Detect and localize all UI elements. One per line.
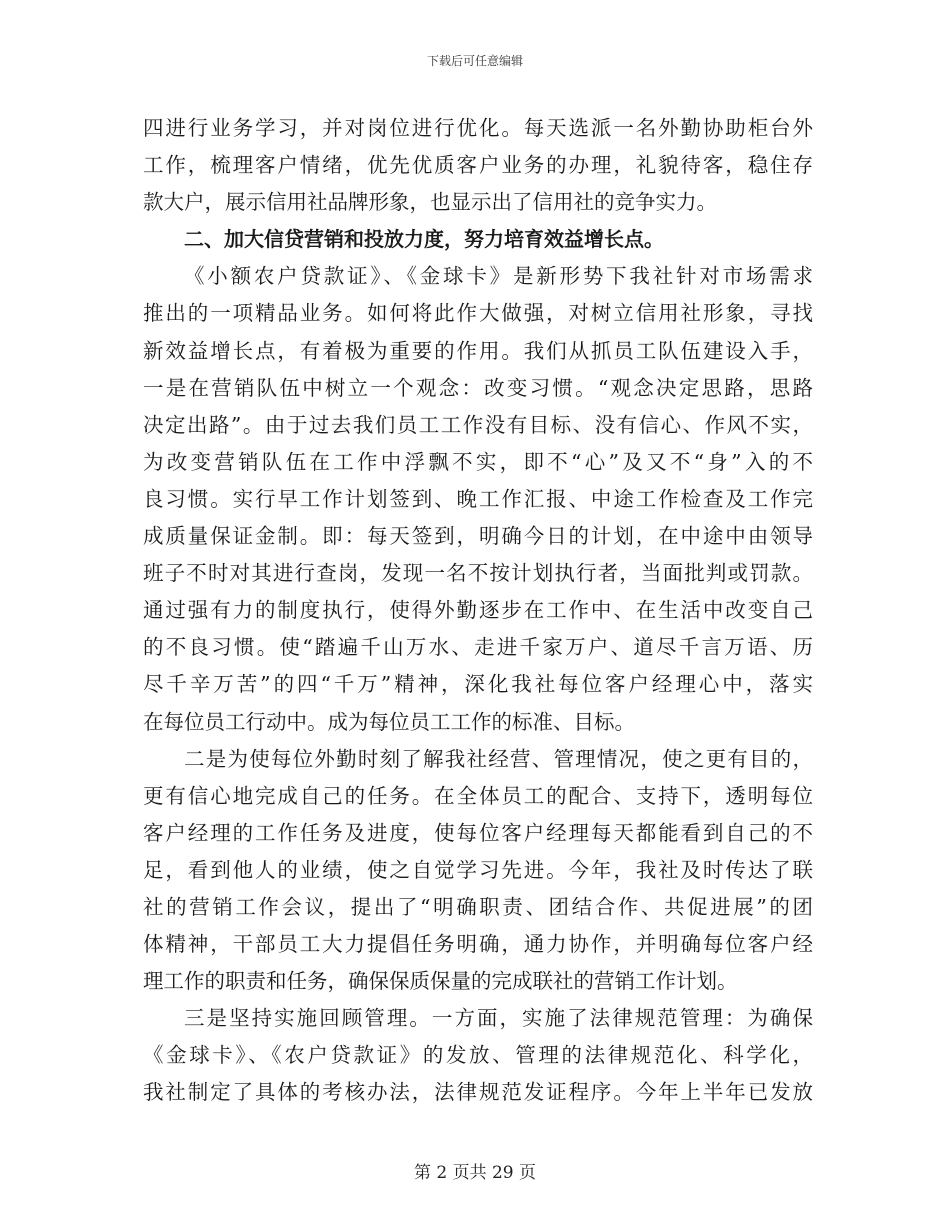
- text-line: 一是在营销队伍中树立一个观念：改变习惯。“观念决定思路，思路: [143, 375, 813, 400]
- document-body: [143, 110, 813, 1112]
- text-line: 体精神，干部员工大力提倡任务明确，通力协作，并明确每位客户经: [143, 932, 813, 957]
- page-number-footer: 第 2 页共 29 页: [413, 1163, 537, 1183]
- text-line: 的不良习惯。使“踏遍千山万水、走进千家万户、道尽千言万语、历: [143, 635, 813, 660]
- text-line: 我社制定了具体的考核办法，法律规范发证程序。今年上半年已发放: [143, 1080, 813, 1105]
- text-line: 良习惯。实行早工作计划签到、晚工作汇报、中途工作检查及工作完: [143, 486, 813, 511]
- text-line: 社的营销工作会议，提出了“明确职责、团结合作、共促进展”的团: [143, 894, 813, 919]
- text-line: 足，看到他人的业绩，使之自觉学习先进。今年，我社及时传达了联: [143, 857, 813, 882]
- text-line: 客户经理的工作任务及进度，使每位客户经理每天都能看到自己的不: [143, 820, 813, 845]
- text-line: 《小额农户贷款证》、《金球卡》是新形势下我社针对市场需求: [184, 264, 813, 289]
- text-line: 班子不时对其进行查岗，发现一名不按计划执行者，当面批判或罚款。: [143, 561, 813, 586]
- text-line: 推出的一项精品业务。如何将此作大做强，对树立信用社形象，寻找: [143, 301, 813, 326]
- text-line: 二是为使每位外勤时刻了解我社经营、管理情况，使之更有目的，: [184, 746, 813, 771]
- text-line: 更有信心地完成自己的任务。在全体员工的配合、支持下，透明每位: [143, 783, 813, 808]
- text-line: 在每位员工行动中。成为每位员工工作的标准、目标。: [143, 709, 635, 734]
- text-line: 款大户，展示信用社品牌形象，也显示出了信用社的竞争实力。: [143, 190, 717, 215]
- text-line: 决定出路”。由于过去我们员工工作没有目标、没有信心、作风不实，: [143, 412, 813, 437]
- text-line: 尽千辛万苦”的四“千万”精神，深化我社每位客户经理心中，落实: [143, 672, 813, 697]
- text-line: 四进行业务学习，并对岗位进行优化。每天选派一名外勤协助柜台外: [143, 116, 813, 140]
- section-heading: 二、加大信贷营销和投放力度，努力培育效益增长点。: [184, 227, 664, 252]
- text-line: 《金球卡》、《农户贷款证》的发放、管理的法律规范化、科学化，: [143, 1043, 813, 1068]
- text-line: 三是坚持实施回顾管理。一方面，实施了法律规范管理：为确保: [184, 1006, 813, 1031]
- page-header-note: 下载后可任意编辑: [426, 54, 523, 68]
- text-line: 理工作的职责和任务，确保保质保量的完成联社的营销工作计划。: [143, 969, 738, 994]
- text-line: 为改变营销队伍在工作中浮飘不实，即不“心”及又不“身”入的不: [143, 449, 813, 474]
- text-line: 新效益增长点，有着极为重要的作用。我们从抓员工队伍建设入手，: [143, 338, 813, 363]
- text-line: 工作，梳理客户情绪，优先优质客户业务的办理，礼貌待客，稳住存: [143, 153, 813, 178]
- text-line: 成质量保证金制。即：每天签到，明确今日的计划，在中途中由领导: [143, 524, 813, 549]
- text-line: 通过强有力的制度执行，使得外勤逐步在工作中、在生活中改变自己: [143, 598, 813, 623]
